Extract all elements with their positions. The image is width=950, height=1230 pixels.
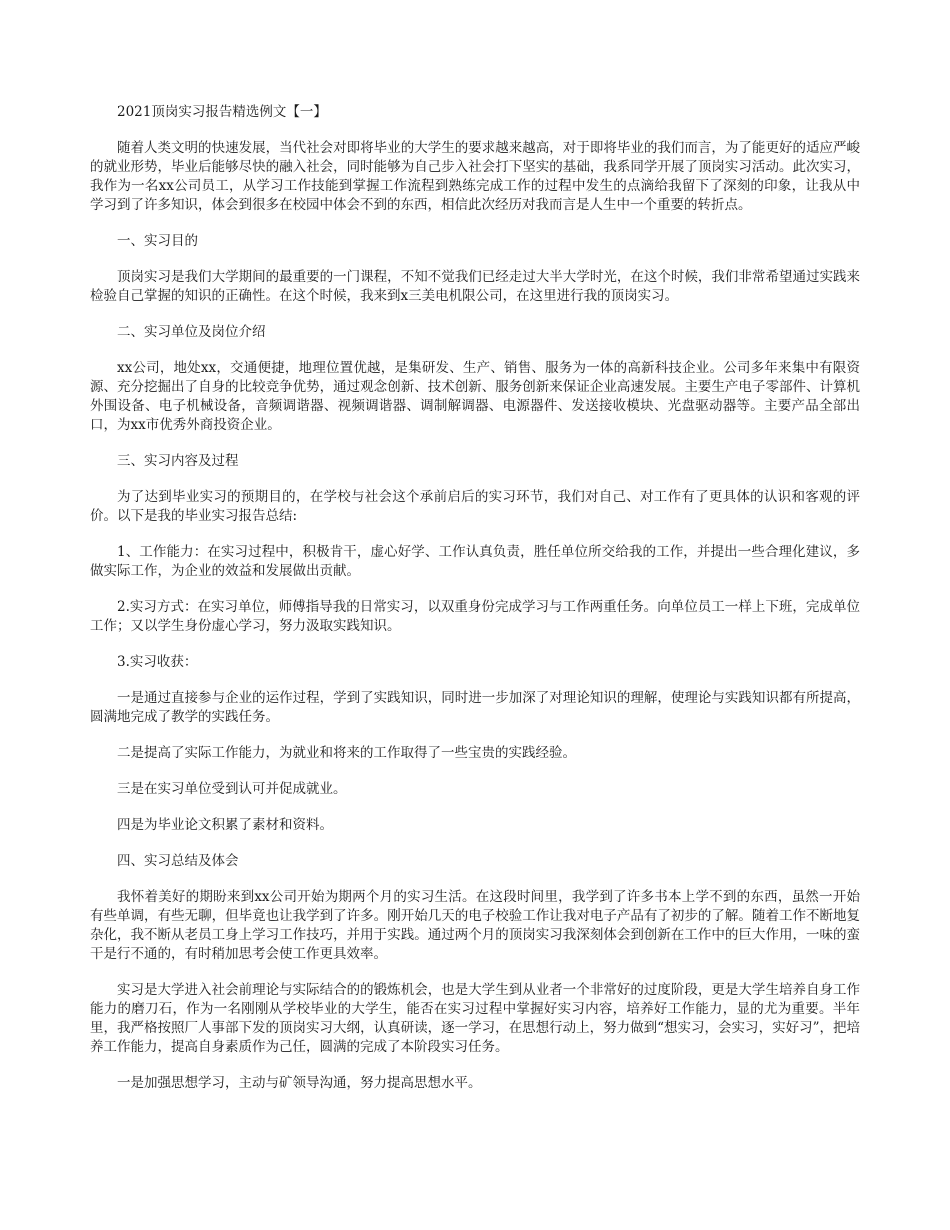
internship-method-paragraph: 2.实习方式：在实习单位，师傅指导我的日常实习，以双重身份完成学习与工作两重任务。向单位员工一样上下班，完成单位工作；又以学生身份虚心学习，努力汲取实践知识。 (90, 599, 860, 634)
content-paragraph: 为了达到毕业实习的预期目的，在学校与社会这个承前启后的实习环节，我们对自己、对工作有了更具体的认识和客观的评价。以下是我的毕业实习报告总结: (90, 489, 860, 524)
document-body (90, 103, 860, 1110)
gain-two-paragraph: 二是提高了实际工作能力，为就业和将来的工作取得了一些宝贵的实践经验。 (117, 745, 576, 761)
company-paragraph: xx公司，地处xx，交通便捷，地理位置优越，是集研发、生产、销售、服务为一体的高新科技企业。公司多年来集中有限资源、充分挖掘出了自身的比较竞争优势，通过观念创新、技术创新、服务创新来保证企业高速发展。主要生产电子零部件、计算机外围设备、电子机械设备，音频调谐器、视频调谐器、调制解调器、电源器件、发送接收模块、光盘驱动器等。主要产品全部出口，为xx市优秀外商投资企业。 (90, 360, 860, 433)
internship-gains-heading: 3.实习收获： (117, 654, 198, 670)
section-heading-purpose: 一、实习目的 (117, 233, 198, 249)
gain-one-paragraph: 一是通过直接参与企业的运作过程，学到了实践知识，同时进一步加深了对理论知识的理解，使理论与实践知识都有所提高，圆满地完成了教学的实践任务。 (90, 690, 860, 725)
summary-paragraph-two: 实习是大学进入社会前理论与实际结合的的锻炼机会，也是大学生到从业者一个非常好的过度阶段，更是大学生培养自身工作能力的磨刀石，作为一名刚刚从学校毕业的大学生，能否在实习过程中掌握好实习内容，培养好工作能力，显的尤为重要。半年里，我严格按照厂人事部下发的顶岗实习大纲，认真研读，逐一学习，在思想行动上，努力做到“想实习，会实习，实好习”，把培养工作能力，提高自身素质作为己任，圆满的完成了本阶段实习任务。 (90, 982, 860, 1055)
gain-four-paragraph: 四是为毕业论文积累了素材和资料。 (117, 817, 333, 833)
section-heading-company: 二、实习单位及岗位介绍 (117, 324, 266, 340)
document-title: 2021顶岗实习报告精选例文【一】 (117, 104, 327, 120)
summary-paragraph-three: 一是加强思想学习，主动与矿领导沟通，努力提高思想水平。 (117, 1075, 482, 1091)
summary-paragraph-one: 我怀着美好的期盼来到xx公司开始为期两个月的实习生活。在这段时间里，我学到了许多书本上学不到的东西，虽然一开始有些单调，有些无聊，但毕竟也让我学到了许多。刚开始几天的电子校验工作让我对电子产品有了初步的了解。随着工作不断地复杂化，我不断从老员工身上学习工作技巧，并用于实践。通过两个月的顶岗实习我深刻体会到创新在工作中的巨大作用，一味的蛮干是行不通的，有时稍加思考会使工作更具效率。 (90, 889, 860, 962)
work-ability-paragraph: 1、工作能力：在实习过程中，积极肯干，虚心好学、工作认真负责，胜任单位所交给我的工作，并提出一些合理化建议，多做实际工作，为企业的效益和发展做出贡献。 (90, 544, 860, 579)
purpose-paragraph: 顶岗实习是我们大学期间的最重要的一门课程，不知不觉我们已经走过大半大学时光，在这个时候，我们非常希望通过实践来检验自己掌握的知识的正确性。在这个时候，我来到x三美电机限公司，在这里进行我的顶岗实习。 (90, 269, 860, 304)
gain-three-paragraph: 三是在实习单位受到认可并促成就业。 (117, 781, 347, 797)
section-heading-content: 三、实习内容及过程 (117, 453, 239, 469)
intro-paragraph: 随着人类文明的快速发展，当代社会对即将毕业的大学生的要求越来越高，对于即将毕业的我们而言，为了能更好的适应严峻的就业形势，毕业后能够尽快的融入社会，同时能够为自己步入社会打下坚实的基础，我系同学开展了顶岗实习活动。此次实习，我作为一名xx公司员工，从学习工作技能到掌握工作流程到熟练完成工作的过程中发生的点滴给我留下了深刻的印象，让我从中学习到了许多知识，体会到很多在校园中体会不到的东西，相信此次经历对我而言是人生中一个重要的转折点。 (90, 140, 860, 213)
section-heading-summary: 四、实习总结及体会 (117, 853, 239, 869)
